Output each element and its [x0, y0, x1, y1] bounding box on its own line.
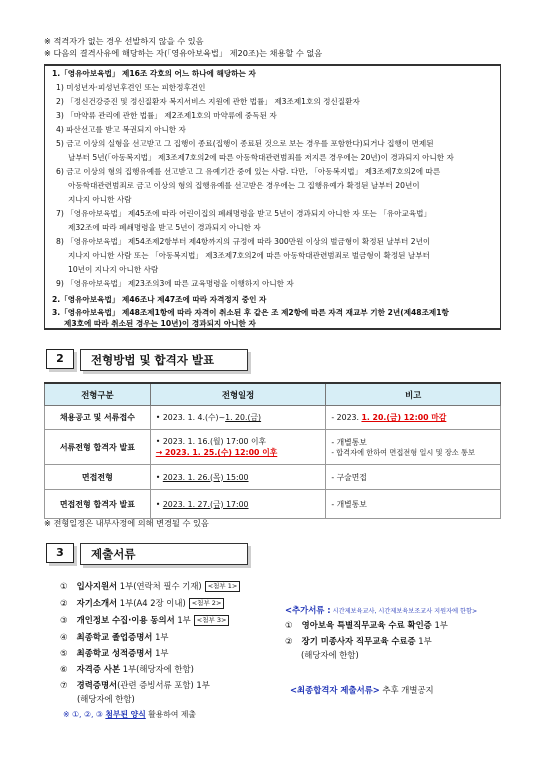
final-documents-notice: <최종합격자 제출서류> 추후 개별공지: [290, 685, 434, 695]
note-disqualification: ※ 다음의 결격사유에 해당하는 자(「영유아보육법」 제20조)는 채용할 수 없음: [44, 48, 323, 58]
schedule-note: - 개별통보 - 합격자에 한하여 면접전형 일시 및 장소 통보: [326, 430, 501, 465]
section-number: 3: [46, 543, 74, 563]
disqualify-sub: 아동학대관련범죄로 금고 이상의 형의 집행유예를 선고받은 경우에는 그 집행유예가 확정된 날부터 20년이: [68, 181, 420, 190]
schedule-date: • 2023. 1. 16.(월) 17:00 이후 → 2023. 1. 25.(수) 12:00 이후: [150, 430, 326, 465]
disqualify-item3-cont: 제3호에 따라 취소된 경우는 10년)이 경과되지 아니한 자: [64, 319, 256, 328]
disqualify-sub: 1) 미성년자·피성년후견인 또는 피한정후견인: [56, 83, 206, 92]
disqualify-item1-title: 1.「영유아보육법」 제16조 각호의 어느 하나에 해당하는 자: [52, 69, 256, 78]
table-row: [45, 430, 501, 465]
table-row: [45, 465, 501, 490]
attachment-note: ※ ①, ②, ③ 첨부된 양식 활용하여 제출: [63, 710, 196, 719]
schedule-date: • 2023. 1. 26.(목) 15:00: [150, 465, 326, 490]
list-item: ① 영아보육 특별직무교육 수료 확인증 1부: [285, 620, 448, 630]
disqualify-item3: 3.「영유아보육법」 제48조제1항에 따라 자격이 취소된 후 같은 조 제2항에 따른 자격 재교부 기한 2년(제48조제1항: [52, 308, 449, 317]
disqualify-sub: 6) 금고 이상의 형의 집행유예를 선고받고 그 유예기간 중에 있는 사람. 다만, 「아동복지법」 제3조제7호의2에 따른: [56, 167, 441, 176]
attachment-stamp: <첨부 3>: [194, 615, 230, 626]
table-row: [45, 490, 501, 519]
disqualify-sub: 7) 「영유아보육법」 제45조에 따라 어린이집의 폐쇄명령을 받고 5년이 경과되지 아니한 자 또는 「유아교육법」: [56, 209, 432, 218]
schedule-date: • 2023. 1. 27.(금) 17:00: [150, 490, 326, 519]
schedule-footnote: ※ 전형일정은 내부사정에 의해 변경될 수 있음: [44, 518, 209, 528]
list-item: ④ 최종학교 졸업증명서 1부: [60, 632, 169, 642]
disqualify-sub: 지나지 아니한 사람: [68, 195, 132, 204]
schedule-table: [44, 382, 501, 519]
disqualify-sub: 지나지 아니한 사람 또는 「아동복지법」 제3조제7호의2에 따른 아동학대관련범죄로 벌금형이 확정된 날부터: [68, 251, 430, 260]
schedule-label: 면접전형 합격자 발표: [45, 490, 151, 519]
schedule-label: 면접전형: [45, 465, 151, 490]
disqualify-sub: 2) 「정신건강증진 및 정신질환자 복지서비스 지원에 관한 법률」 제3조제1호의 정신질환자: [56, 97, 360, 106]
disqualification-box: [44, 64, 501, 330]
document-list: [60, 580, 240, 722]
schedule-label: 채용공고 및 서류접수: [45, 406, 151, 430]
disqualify-item2: 2.「영유아보육법」 제46조나 제47조에 따라 자격정지 중인 자: [52, 295, 267, 304]
extra-documents-title: <추가서류 : 시간제보육교사, 시간제보육보조교사 지원자에 한함>: [285, 605, 478, 615]
disqualify-sub: 제32조에 따라 폐쇄명령을 받고 5년이 경과되지 아니한 자: [68, 223, 261, 232]
disqualify-sub: 4) 파산선고를 받고 복권되지 아니한 자: [56, 125, 186, 134]
list-item: ⑤ 최종학교 성적증명서 1부: [60, 648, 169, 658]
schedule-note: - 구술면접: [326, 465, 501, 490]
list-item: ⑥ 자격증 사본 1부(해당자에 한함): [60, 664, 194, 674]
list-item: ③ 개인정보 수집·이용 동의서 1부 <첨부 3>: [60, 614, 240, 631]
table-row: [45, 406, 501, 430]
table-header: 비고: [326, 383, 501, 406]
section-title: 제출서류: [80, 543, 248, 565]
section-title: 전형방법 및 합격자 발표: [80, 349, 248, 371]
table-header: 전형일정: [150, 383, 326, 406]
note-no-qualified: ※ 적격자가 없는 경우 선발하지 않을 수 있음: [44, 36, 204, 46]
list-item: ② 자기소개서 1부(A4 2장 이내) <첨부 2>: [60, 597, 240, 614]
section-number: 2: [46, 349, 74, 369]
schedule-label: 서류전형 합격자 발표: [45, 430, 151, 465]
list-item: ① 입사지원서 1부(연락처 필수 기재) <첨부 1>: [60, 580, 240, 597]
schedule-date: • 2023. 1. 4.(수)~1. 20.(금): [150, 406, 326, 430]
attachment-stamp: <첨부 2>: [189, 598, 225, 609]
disqualify-sub: 3) 「마약류 관리에 관한 법률」 제2조제1호의 마약류에 중독된 자: [56, 111, 277, 120]
attachment-stamp: <첨부 1>: [205, 581, 241, 592]
disqualify-sub: 10년이 지나지 아니한 사람: [68, 265, 159, 274]
disqualify-sub: 9) 「영유아보육법」 제23조의3에 따른 교육명령을 이행하지 아니한 자: [56, 279, 294, 288]
disqualify-sub: 날부터 5년(「아동복지법」 제3조제7호의2에 따른 아동학대관련범죄를 저지른 경우에는 20년)이 경과되지 아니한 자: [68, 153, 454, 162]
disqualify-sub: 8) 「영유아보육법」 제54조제2항부터 제4항까지의 규정에 따라 300만원 이상의 벌금형이 확정된 날부터 2년이: [56, 237, 431, 246]
schedule-note: - 2023. 1. 20.(금) 12:00 마감: [326, 406, 501, 430]
table-header: 전형구분: [45, 383, 151, 406]
list-item-cont: (해당자에 한함): [77, 694, 135, 704]
list-item: ② 장기 미종사자 직무교육 수료증 1부: [285, 636, 432, 646]
list-item-cont: (해당자에 한함): [301, 650, 359, 660]
list-item: ⑦ 경력증명서(관련 증빙서류 포함) 1부: [60, 680, 210, 690]
extra-documents: [285, 604, 477, 663]
schedule-note: - 개별통보: [326, 490, 501, 519]
disqualify-sub: 5) 금고 이상의 실형을 선고받고 그 집행이 종료(집행이 종료된 것으로 보는 경우를 포함한다)되거나 집행이 면제된: [56, 139, 434, 148]
